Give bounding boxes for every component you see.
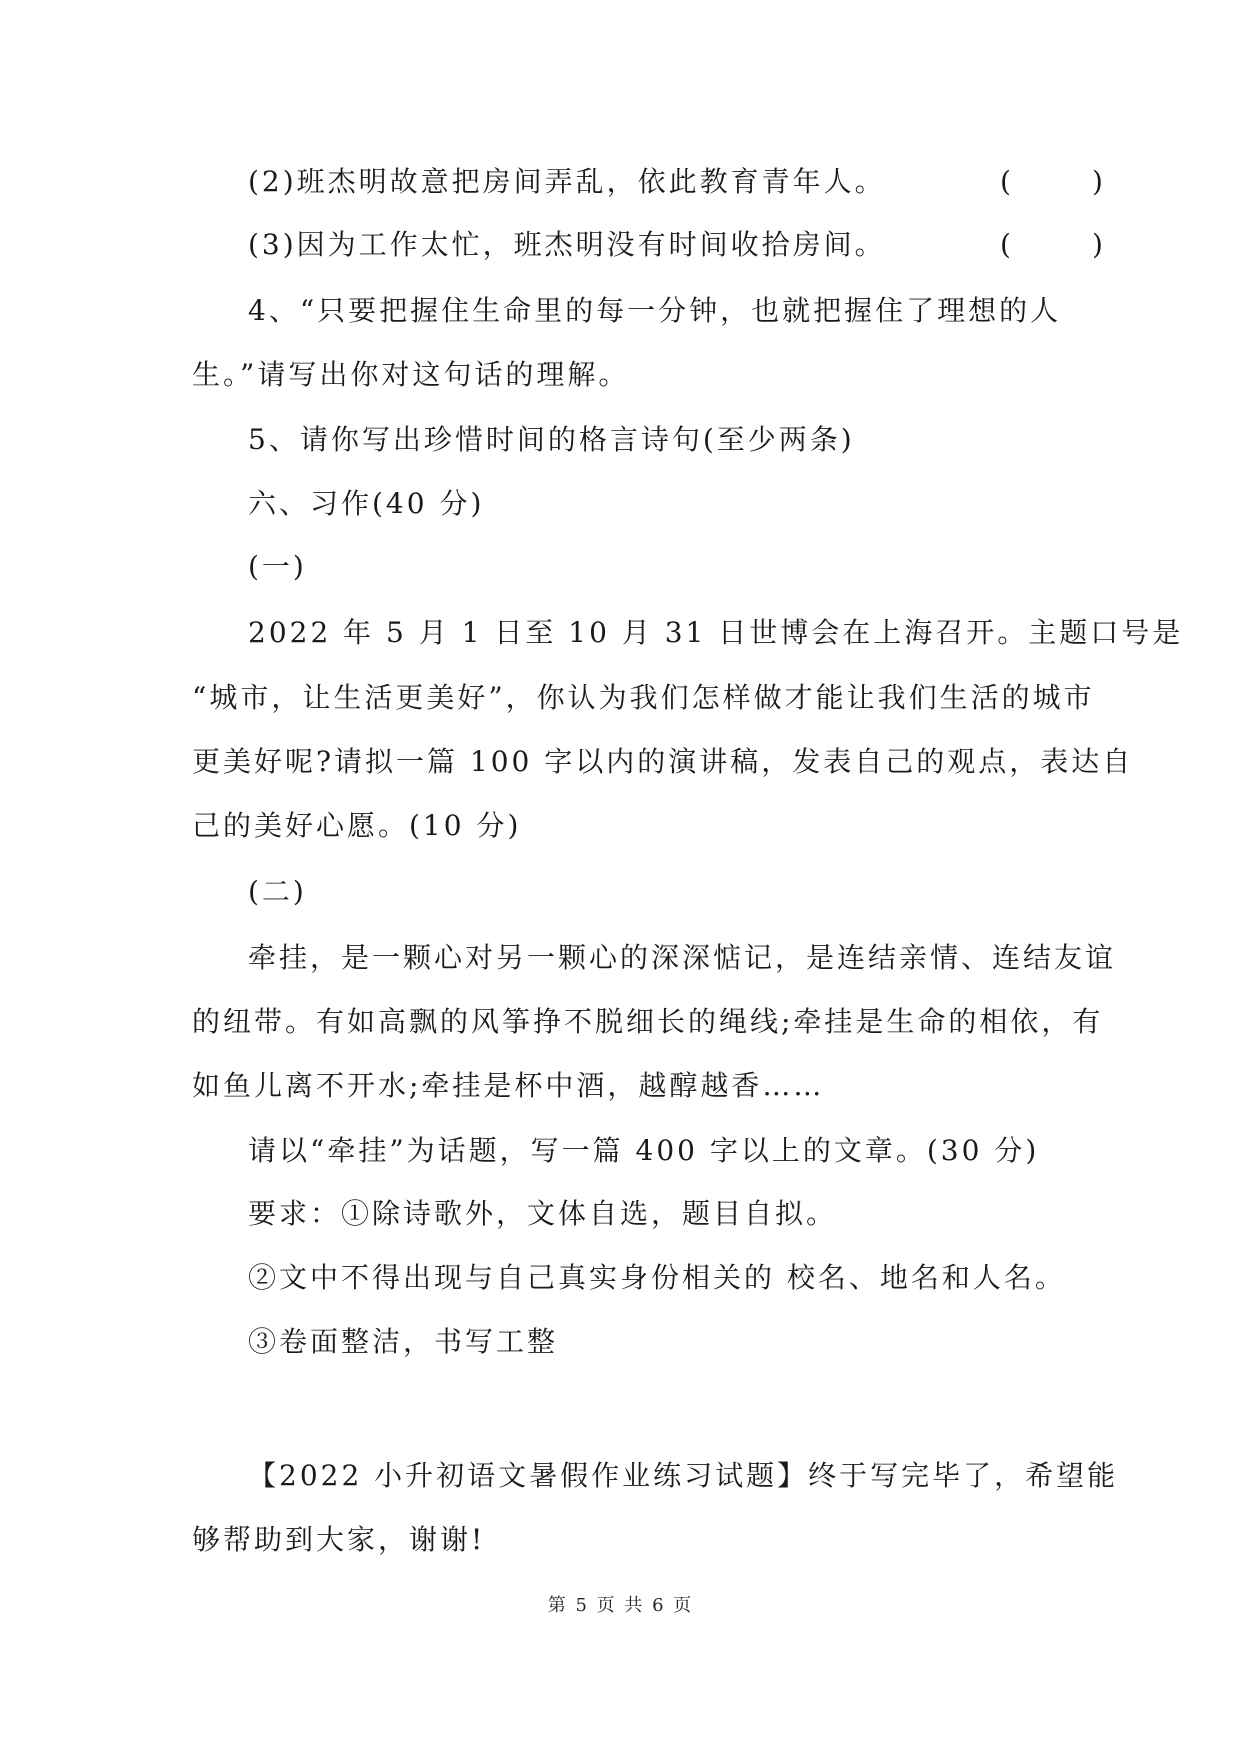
part-1-label: (一) bbox=[248, 550, 307, 583]
closing-line-1: 【2022 小升初语文暑假作业练习试题】终于写完毕了，希望能 bbox=[248, 1459, 1119, 1492]
answer-blank-open: ( bbox=[1000, 165, 1011, 198]
part-2-line: 牵挂，是一颗心对另一颗心的深深惦记，是连结亲情、连结友谊 bbox=[248, 941, 1117, 974]
part-1-line: “城市，让生活更美好”，你认为我们怎样做才能让我们生活的城市 bbox=[192, 681, 1095, 714]
part-1-line: 2022 年 5 月 1 日至 10 月 31 日世博会在上海召开。主题口号是 bbox=[248, 616, 1184, 649]
requirement-2: ②文中不得出现与自己真实身份相关的 校名、地名和人名。 bbox=[248, 1261, 1066, 1294]
answer-blank-open: ( bbox=[1000, 228, 1011, 261]
answer-blank-close: ) bbox=[1092, 165, 1103, 198]
part-2-label: (二) bbox=[248, 875, 307, 908]
page-footer: 第 5 页 共 6 页 bbox=[547, 1595, 694, 1616]
closing-line-2: 够帮助到大家，谢谢! bbox=[192, 1523, 486, 1556]
question-3-item-3: (3)因为工作太忙，班杰明没有时间收拾房间。 bbox=[248, 228, 886, 261]
part-1-line: 更美好呢?请拟一篇 100 字以内的演讲稿，发表自己的观点，表达自 bbox=[192, 745, 1134, 778]
section-title-writing: 六、习作(40 分) bbox=[248, 487, 485, 520]
question-4-line-2: 生。”请写出你对这句话的理解。 bbox=[192, 358, 630, 391]
part-2-line: 如鱼儿离不开水;牵挂是杯中酒，越醇越香…… bbox=[192, 1069, 825, 1102]
writing-prompt: 请以“牵挂”为话题，写一篇 400 字以上的文章。(30 分) bbox=[248, 1134, 1040, 1167]
requirement-1: 要求：①除诗歌外，文体自选，题目自拟。 bbox=[248, 1197, 838, 1230]
question-5: 5、请你写出珍惜时间的格言诗句(至少两条) bbox=[248, 423, 855, 456]
part-1-line: 己的美好心愿。(10 分) bbox=[192, 809, 522, 842]
answer-blank-close: ) bbox=[1092, 228, 1103, 261]
part-2-line: 的纽带。有如高飘的风筝挣不脱细长的绳线;牵挂是生命的相依，有 bbox=[192, 1005, 1104, 1038]
requirement-3: ③卷面整洁，书写工整 bbox=[248, 1325, 559, 1358]
question-3-item-2: (2)班杰明故意把房间弄乱，依此教育青年人。 bbox=[248, 165, 886, 198]
question-4-line-1: 4、“只要把握住生命里的每一分钟，也就把握住了理想的人 bbox=[248, 294, 1062, 327]
